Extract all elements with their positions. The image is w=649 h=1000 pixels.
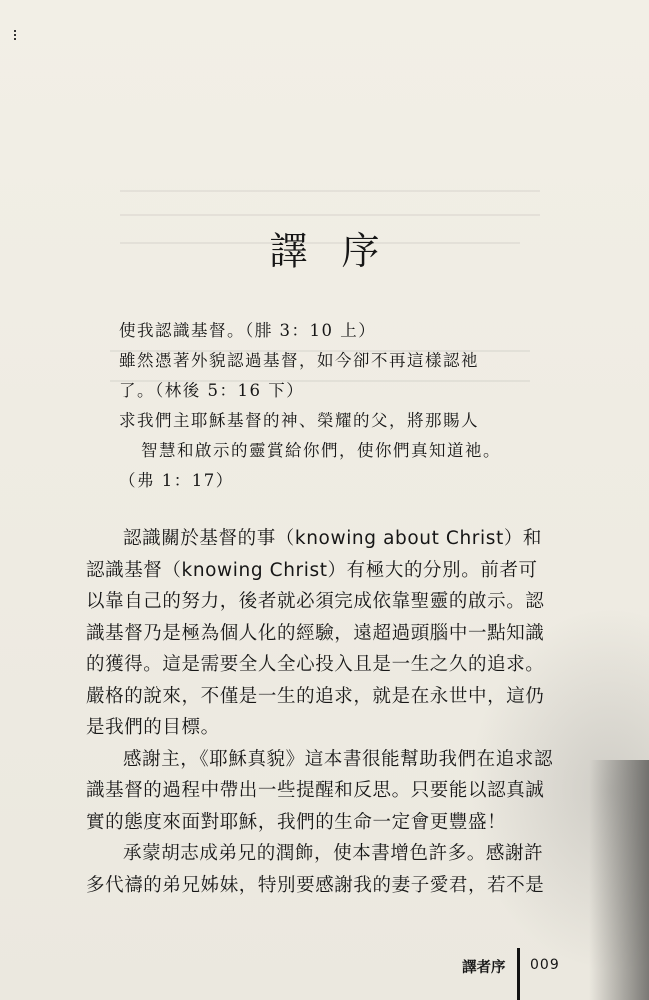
paragraph: 認識關於基督的事（knowing about Christ）和認識基督（knowing Christ）有極大的分別。前者可以靠自己的努力，後者就必須完成依靠聖靈的啟示。認識基督乃是極為個人化的經驗，遠超過頭腦中一點知識的獲得。這是需要全人全心投入且是一生之久的追求。嚴格的說來，不僅是一生的追求，就是在永世中，這仍是我們的目標。 [86, 528, 545, 738]
bleed-through-line [120, 214, 540, 216]
quote-line: （弗 1：17） [119, 471, 234, 490]
quote-line: 雖然憑著外貌認過基督，如今卻不再這樣認祂 [119, 351, 479, 370]
footer-divider [517, 948, 520, 1000]
paragraph: 承蒙胡志成弟兄的潤飾，使本書增色許多。感謝許多代禱的弟兄姊妹，特別要感謝我的妻子愛君，若不是 [86, 843, 545, 896]
page-edge-shadow [589, 760, 649, 1000]
quote-line: 求我們主耶穌基督的神、榮耀的父，將那賜人 [119, 411, 479, 430]
page-title: 譯序 [269, 229, 414, 273]
page-number: 009 [530, 957, 560, 973]
running-footer-section: 譯者序 [462, 960, 506, 976]
bleed-through-line [120, 190, 540, 192]
quote-line: 智慧和啟示的靈賞給你們，使你們真知道祂。 [141, 441, 501, 460]
paragraph: 感謝主，《耶穌真貌》這本書很能幫助我們在追求認識基督的過程中帶出一些提醒和反思。只要能以認真誠實的態度來面對耶穌，我們的生命一定會更豐盛！ [86, 748, 554, 833]
scripture-quote-block [119, 316, 539, 496]
quote-line: 了。（林後 5：16 下） [119, 381, 305, 400]
margin-mark [14, 30, 19, 40]
body-text [86, 523, 554, 901]
quote-line: 使我認識基督。（腓 3：10 上） [119, 321, 377, 340]
